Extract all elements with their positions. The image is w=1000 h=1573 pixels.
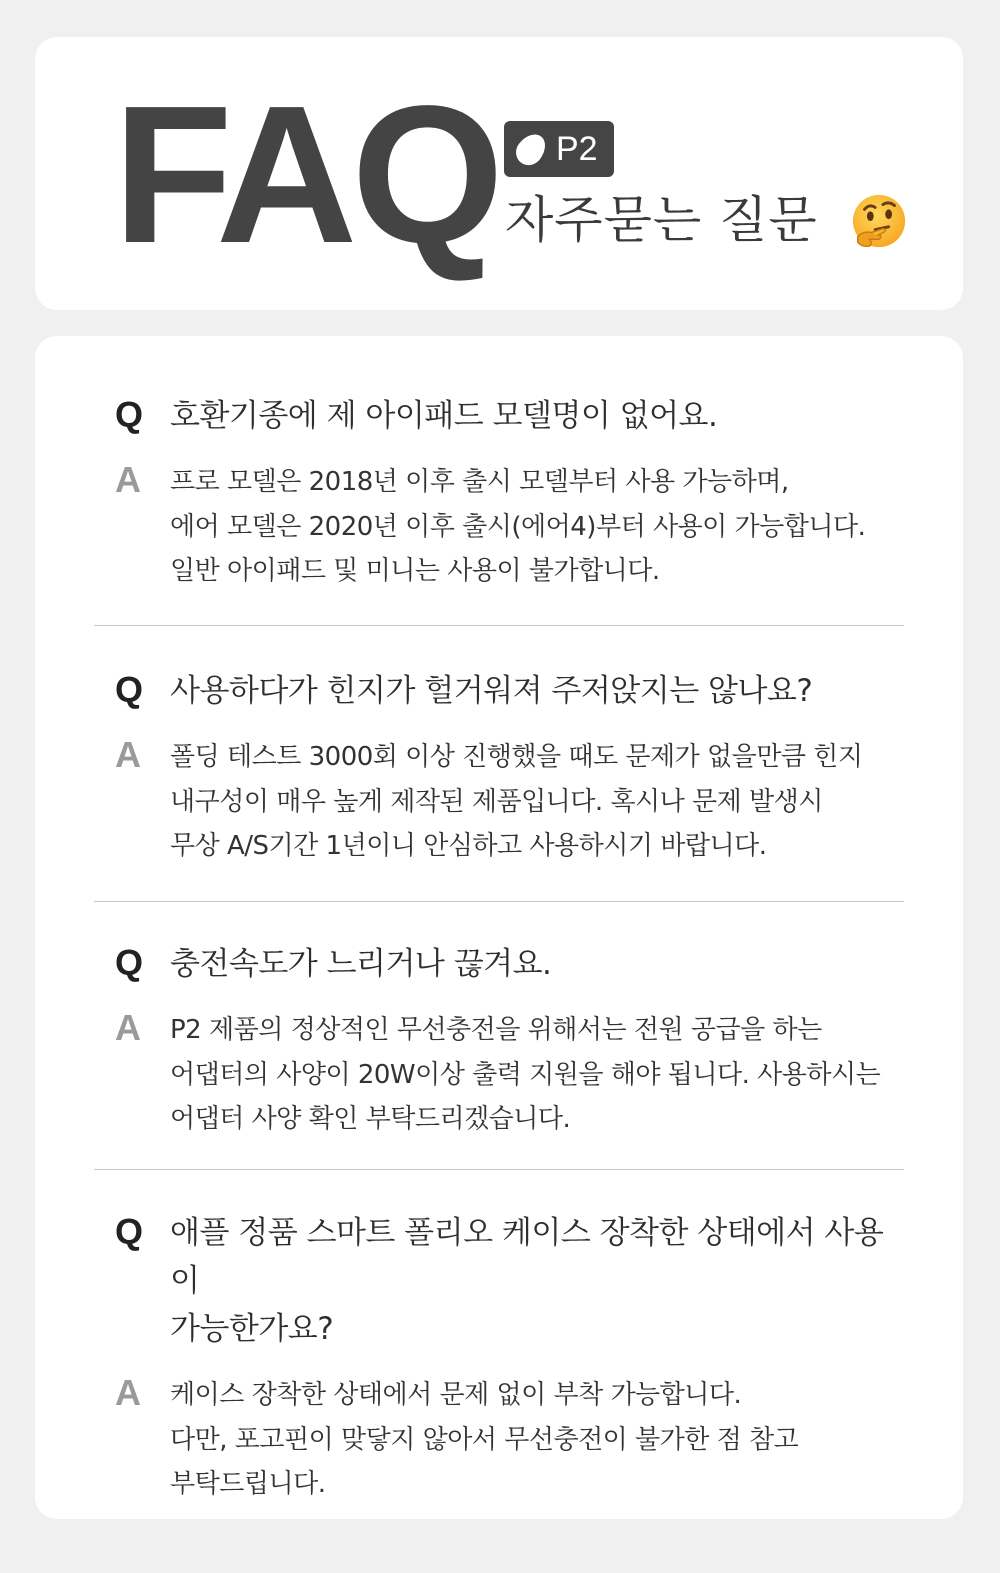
answer-text bbox=[170, 1008, 880, 1142]
answer-marker: A bbox=[115, 1007, 141, 1048]
answer-line: 에어 모델은 2020년 이후 출시(에어4)부터 사용이 가능합니다. bbox=[170, 511, 866, 542]
answer-marker: A bbox=[115, 734, 141, 775]
badge-label: P2 bbox=[556, 130, 598, 168]
faq-item-4 bbox=[115, 1209, 905, 1507]
answer-text bbox=[170, 460, 865, 594]
question-text bbox=[170, 667, 812, 715]
answer-row bbox=[115, 735, 905, 869]
answer-line: 내구성이 매우 높게 제작된 제품입니다. 혹시나 문제 발생시 bbox=[170, 786, 823, 817]
faq-item-2 bbox=[115, 667, 905, 869]
answer-line: 다만, 포고핀이 맞닿지 않아서 무선충전이 불가한 점 참고 bbox=[170, 1424, 799, 1455]
question-text bbox=[170, 1209, 905, 1353]
answer-line: 부탁드립니다. bbox=[170, 1469, 326, 1499]
question-line: 호환기종에 제 아이패드 모델명이 없어요. bbox=[170, 398, 718, 434]
faq-item-3 bbox=[115, 940, 905, 1142]
answer-line: 어댑터의 사양이 20W이상 출력 지원을 해야 됩니다. 사용하시는 bbox=[170, 1059, 881, 1090]
header-card bbox=[35, 37, 963, 310]
answer-marker: A bbox=[115, 1372, 141, 1413]
divider bbox=[94, 901, 904, 902]
question-line: 가능한가요? bbox=[170, 1311, 334, 1347]
answer-line: 무상 A/S기간 1년이니 안심하고 사용하시기 바랍니다. bbox=[170, 831, 767, 861]
thinking-face-icon bbox=[850, 192, 908, 250]
answer-line: 일반 아이패드 및 미니는 사용이 불가합니다. bbox=[170, 556, 660, 586]
answer-line: 어댑터 사양 확인 부탁드리겠습니다. bbox=[170, 1104, 571, 1134]
answer-line: 폴딩 테스트 3000회 이상 진행했을 때도 문제가 없을만큼 힌지 bbox=[170, 742, 863, 772]
question-line: 사용하다가 힌지가 헐거워져 주저앉지는 않나요? bbox=[170, 673, 813, 709]
faq-title: FAQ bbox=[113, 65, 498, 284]
answer-line: P2 제품의 정상적인 무선충전을 위해서는 전원 공급을 하는 bbox=[170, 1015, 822, 1045]
question-line: 충전속도가 느리거나 끊겨요. bbox=[170, 946, 552, 982]
product-badge bbox=[504, 121, 614, 177]
question-row bbox=[115, 667, 905, 715]
question-marker: Q bbox=[115, 394, 144, 435]
question-text bbox=[170, 940, 551, 988]
question-row bbox=[115, 1209, 905, 1353]
answer-text bbox=[170, 1373, 798, 1507]
answer-row bbox=[115, 460, 905, 594]
question-marker: Q bbox=[115, 1211, 144, 1252]
question-marker: Q bbox=[115, 669, 144, 710]
question-line: 애플 정품 스마트 폴리오 케이스 장착한 상태에서 사용이 bbox=[170, 1215, 884, 1299]
question-marker: Q bbox=[115, 942, 144, 983]
faq-item-1 bbox=[115, 392, 905, 594]
question-text bbox=[170, 392, 717, 440]
question-row bbox=[115, 940, 905, 988]
divider bbox=[94, 625, 904, 626]
answer-row bbox=[115, 1373, 905, 1507]
leaf-icon bbox=[511, 128, 552, 170]
answer-row bbox=[115, 1008, 905, 1142]
page-subtitle: 자주묻는 질문 bbox=[505, 191, 818, 249]
answer-line: 케이스 장착한 상태에서 문제 없이 부착 가능합니다. bbox=[170, 1380, 742, 1410]
question-row bbox=[115, 392, 905, 440]
answer-text bbox=[170, 735, 862, 869]
answer-marker: A bbox=[115, 459, 141, 500]
answer-line: 프로 모델은 2018년 이후 출시 모델부터 사용 가능하며, bbox=[170, 467, 789, 497]
divider bbox=[94, 1169, 904, 1170]
faq-list-card bbox=[35, 336, 963, 1519]
